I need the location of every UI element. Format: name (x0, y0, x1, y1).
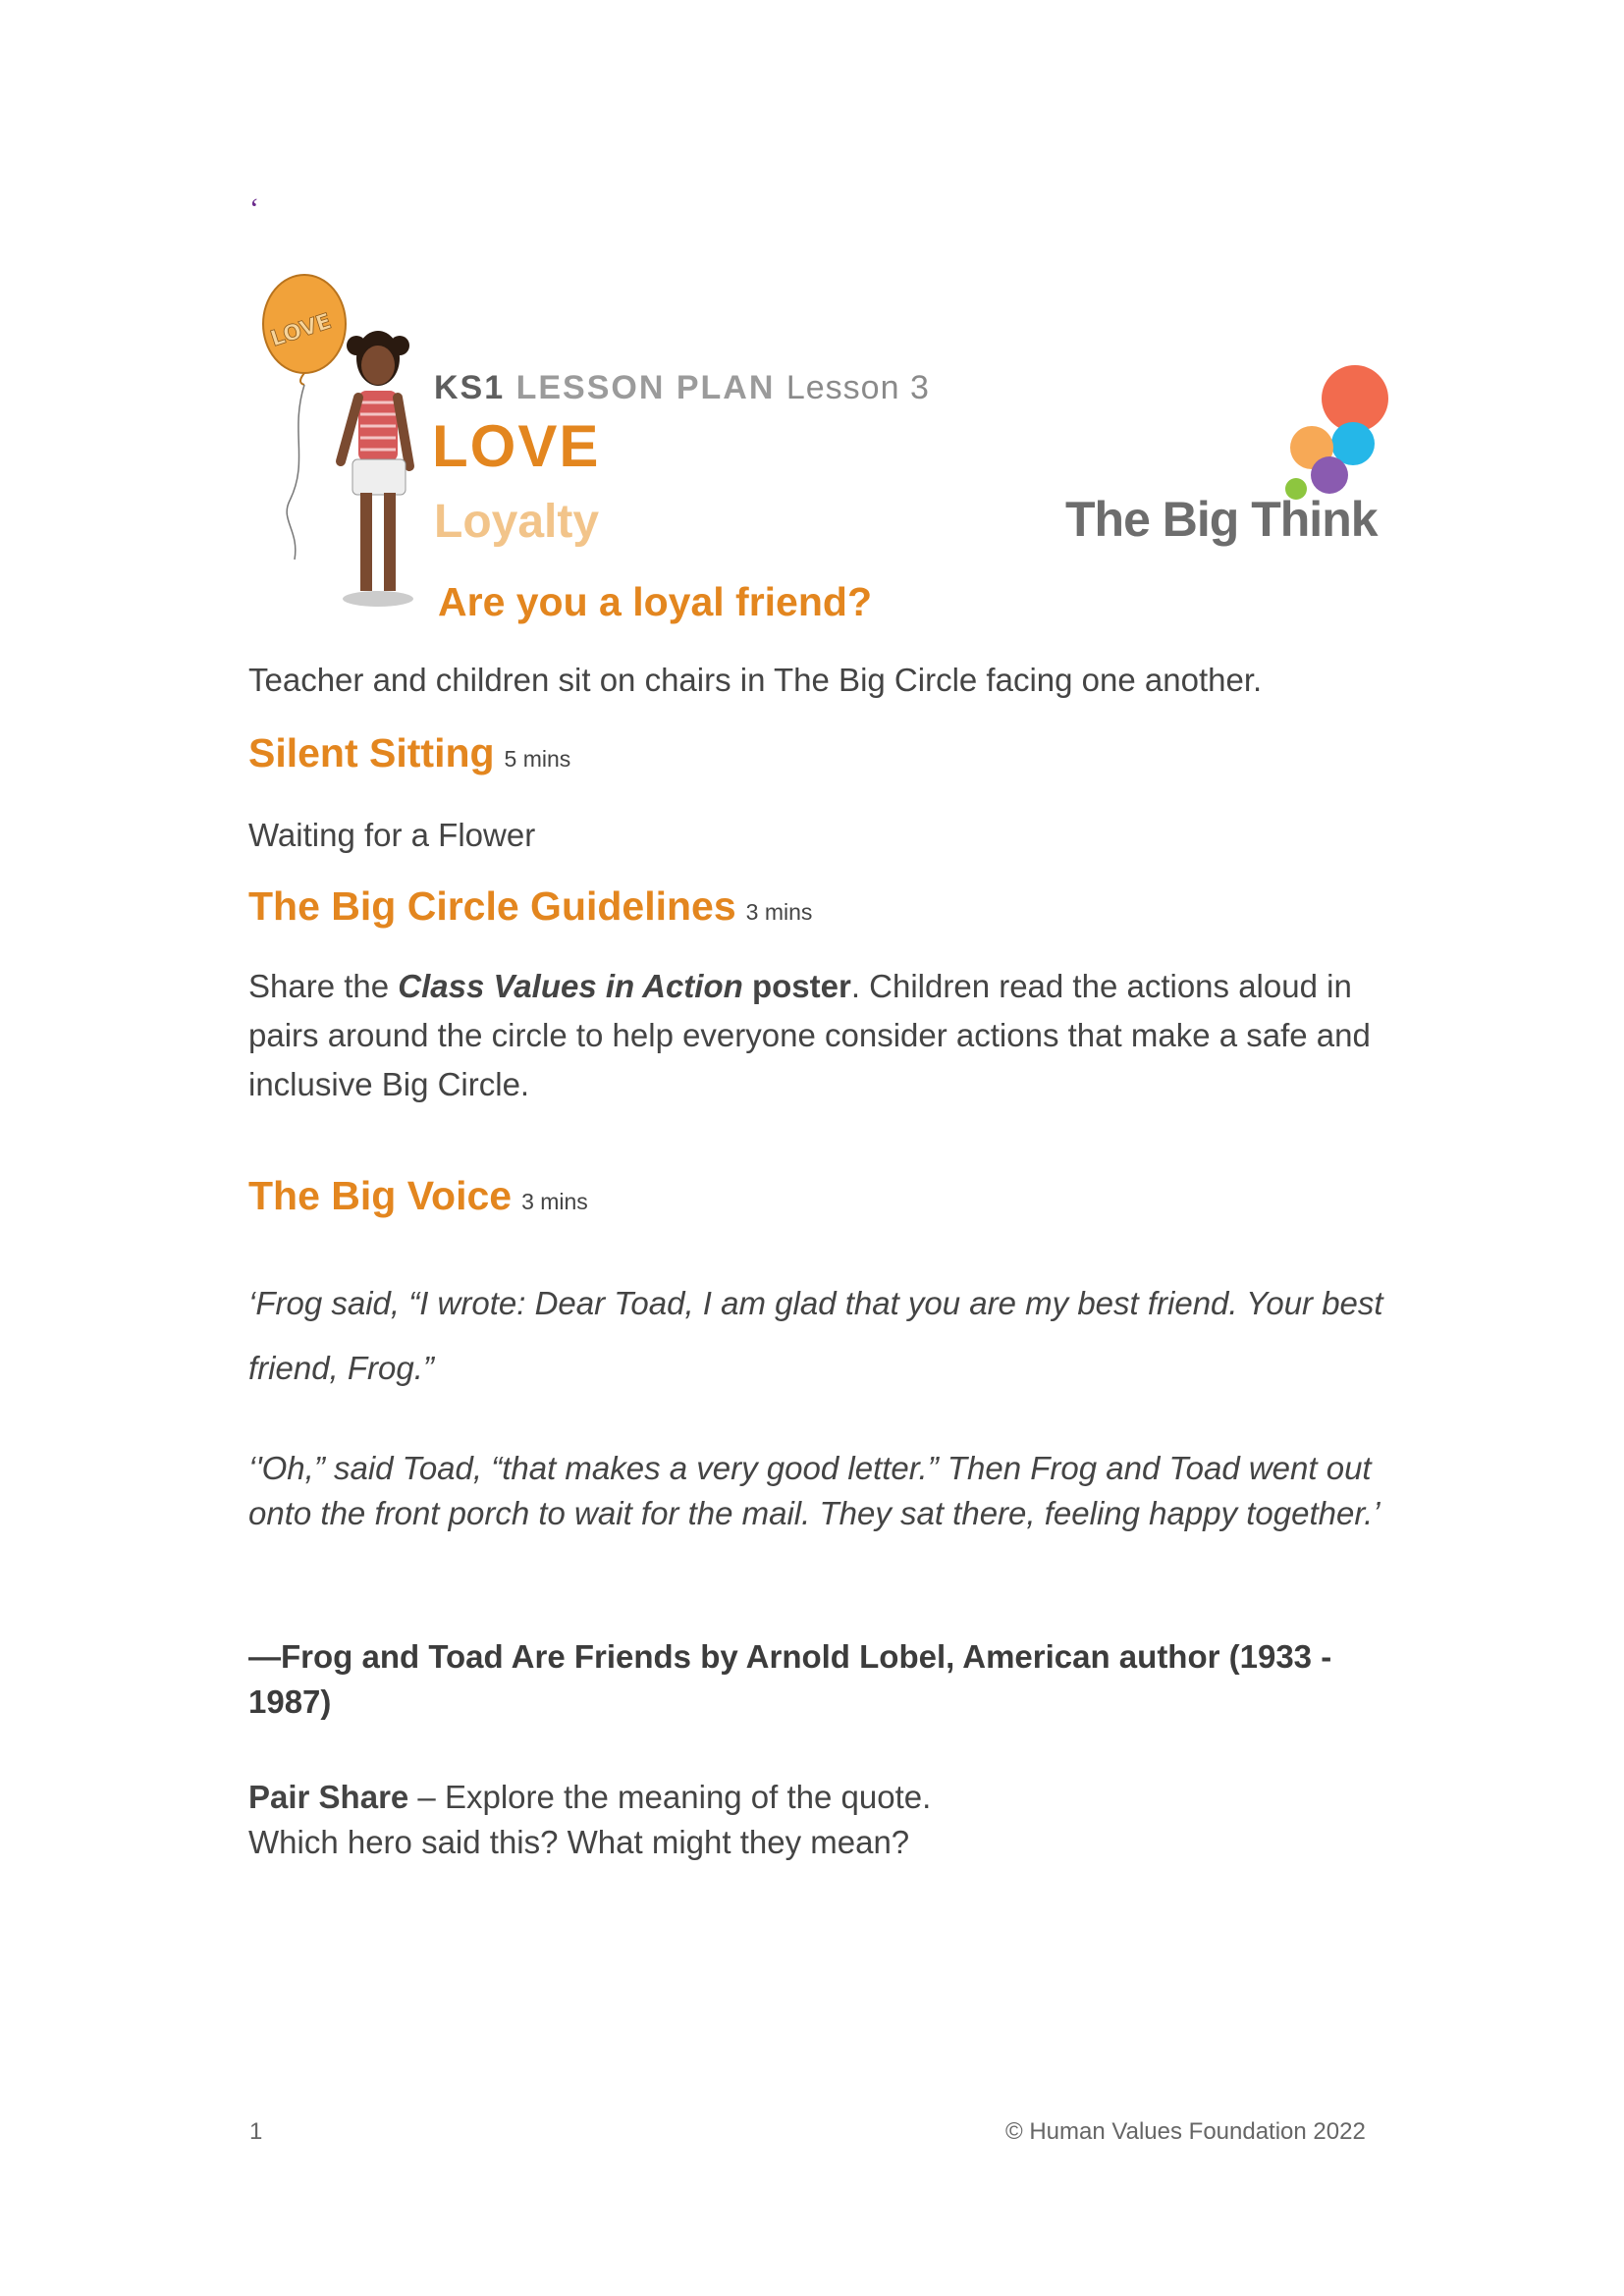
value-subtitle: Loyalty (434, 496, 600, 548)
lesson-number: Lesson 3 (785, 369, 930, 406)
section-title: The Big Voice (248, 1173, 513, 1218)
poster-name: Class Values in Action (398, 968, 743, 1004)
section-duration: 5 mins (504, 746, 571, 772)
lesson-plan-label: LESSON PLAN (515, 369, 776, 406)
page-number: 1 (249, 2118, 263, 2145)
copyright: © Human Values Foundation 2022 (1005, 2118, 1366, 2145)
silent-sitting-text: Waiting for a Flower (248, 817, 536, 853)
text-run-bold: poster (742, 968, 851, 1004)
intro-text: Teacher and children sit on chairs in The Big Circle facing one another. (248, 662, 1263, 698)
quote-attribution: —Frog and Toad Are Friends by Arnold Lobel, American author (1933 - 1987) (248, 1638, 1332, 1720)
big-voice-heading (248, 1173, 588, 1219)
text-run: . Children read the actions aloud in pairs around the circle to help everyone consider actions that make a safe and inclusive Big Circle. (248, 968, 1371, 1102)
lesson-kicker (434, 369, 930, 407)
pair-share (248, 1775, 1387, 1865)
text-run: Share the (248, 968, 399, 1004)
section-duration: 3 mins (521, 1189, 588, 1214)
pair-share-question: Which hero said this? What might they mean? (248, 1824, 910, 1860)
section-title: Silent Sitting (248, 730, 495, 775)
section-duration: 3 mins (745, 899, 813, 925)
pair-share-label: Pair Share (248, 1779, 409, 1815)
lesson-question: Are you a loyal friend? (438, 579, 872, 624)
girl-with-balloon-illustration (250, 265, 432, 628)
quote-part-one: ‘Frog said, “I wrote: Dear Toad, I am glad that you are my best friend. Your best friend, Frog.” (248, 1285, 1383, 1386)
balloon-label: LOVE (267, 309, 335, 352)
pair-share-text: – Explore the meaning of the quote. (408, 1779, 932, 1815)
section-title: The Big Circle Guidelines (248, 883, 736, 929)
theme-title: LOVE (432, 413, 601, 479)
guidelines-text (248, 962, 1387, 1109)
guidelines-heading (248, 883, 812, 930)
key-stage: KS1 (434, 369, 506, 406)
stray-quote-mark: ‘ (249, 192, 259, 225)
silent-sitting-heading (248, 730, 570, 776)
logo-wordmark: The Big Think (1065, 492, 1378, 547)
quote-part-two: ‘'Oh,” said Toad, “that makes a very good letter.” Then Frog and Toad went out onto the front porch to wait for the mail. They sat there, feeling happy together.’ (248, 1450, 1380, 1531)
